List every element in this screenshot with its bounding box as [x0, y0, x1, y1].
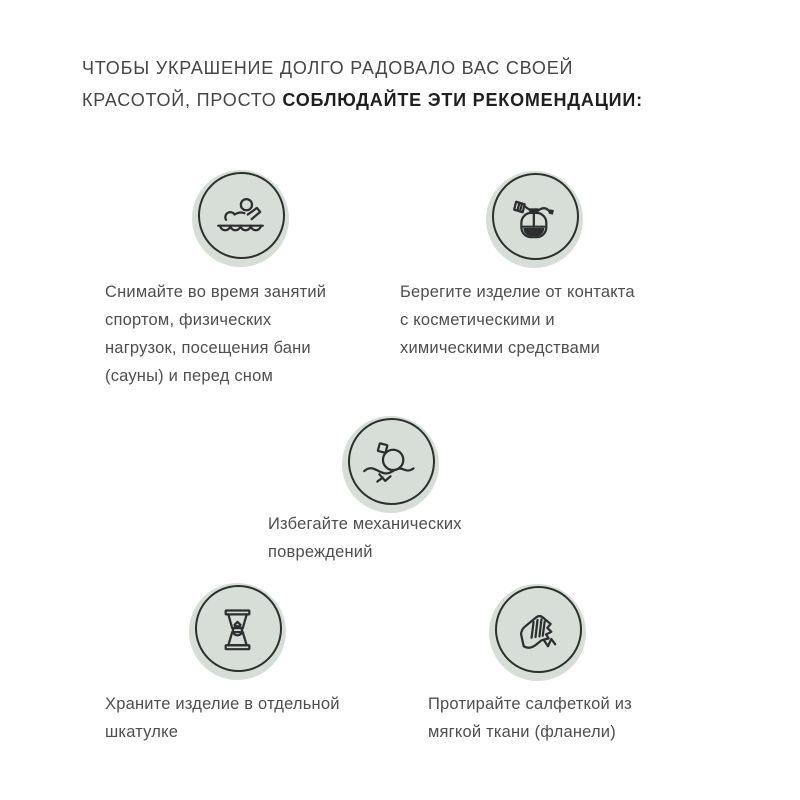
recommendation-caption: Снимайте во время занятий спортом, физических нагрузок, посещения бани (сауны) и перед сном [105, 283, 327, 385]
recommendation-caption: Берегите изделие от контакта с косметическими и химическими средствами [400, 283, 635, 357]
perfume-icon [503, 186, 566, 249]
polishing-cloth-icon [506, 599, 569, 662]
title-line1: ЧТОБЫ УКРАШЕНИЕ ДОЛГО РАДОВАЛО ВАС СВОЕЙ [82, 58, 574, 78]
recommendation-caption: Храните изделие в отдельной шкатулке [105, 695, 340, 741]
icon-badge [489, 584, 586, 681]
title-bold-text: СОБЛЮДАЙТЕ ЭТИ РЕКОМЕНДАЦИИ: [282, 90, 643, 110]
jewelry-box-icon [206, 598, 269, 661]
icon-badge [342, 416, 439, 513]
icon-badge [189, 583, 286, 680]
swimmer-icon [209, 185, 272, 248]
recommendation-caption: Избегайте механических повреждений [268, 515, 462, 561]
recommendation-caption: Протирайте салфеткой из мягкой ткани (фланели) [428, 695, 632, 741]
icon-badge [192, 170, 289, 267]
page-title [82, 52, 742, 116]
title-line2: КРАСОТОЙ, ПРОСТО [82, 90, 277, 110]
icon-badge [486, 171, 583, 268]
damaged-ring-icon [359, 431, 422, 494]
